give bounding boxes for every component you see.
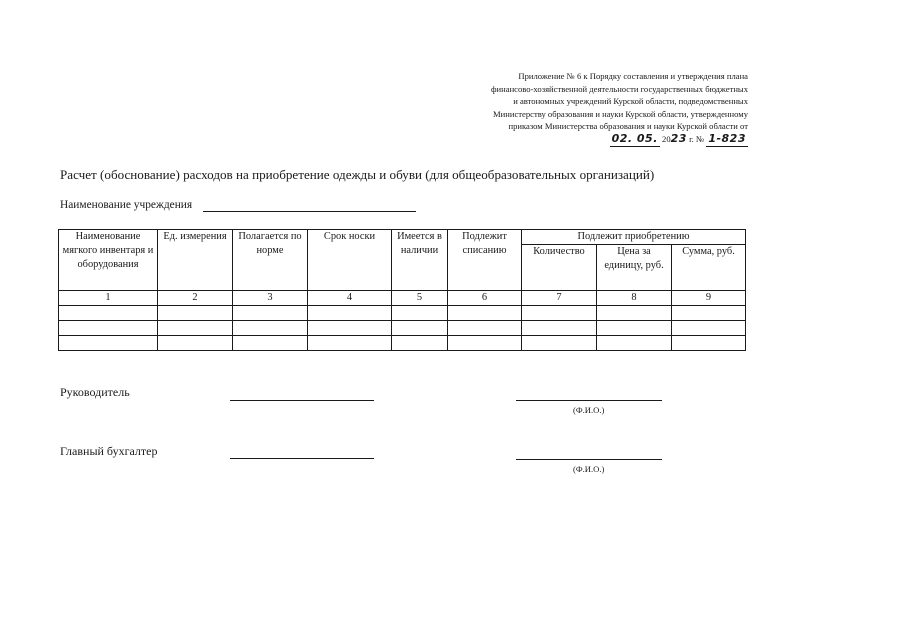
table-cell[interactable] xyxy=(597,306,672,321)
table-cell[interactable] xyxy=(233,306,308,321)
table-cell[interactable] xyxy=(59,321,158,336)
table-cell[interactable] xyxy=(59,336,158,351)
table-row xyxy=(59,336,746,351)
appendix-line-1: Приложение № 6 к Порядку составления и утверждения плана xyxy=(518,71,748,81)
appendix-line-4: Министерству образования и науки Курской области, утвержденному xyxy=(493,108,748,119)
table-cell[interactable] xyxy=(308,336,392,351)
column-number-5: 5 xyxy=(392,291,448,306)
table-cell[interactable] xyxy=(448,321,522,336)
table-cell[interactable] xyxy=(308,321,392,336)
column-number-9: 9 xyxy=(672,291,746,306)
handwritten-order-number: 1-823 xyxy=(708,131,746,145)
director-signature-field[interactable] xyxy=(230,400,374,401)
header-to-purchase-group: Подлежит приобретению xyxy=(522,230,746,245)
table-cell[interactable] xyxy=(672,306,746,321)
appendix-reference xyxy=(430,70,748,147)
director-label: Руководитель xyxy=(60,385,130,399)
column-number-7: 7 xyxy=(522,291,597,306)
table-cell[interactable] xyxy=(522,321,597,336)
accountant-fio-field[interactable] xyxy=(516,459,662,460)
table-cell[interactable] xyxy=(522,336,597,351)
table-cell[interactable] xyxy=(158,306,233,321)
appendix-line-3: и автономных учреждений Курской области, подведомственных xyxy=(513,96,748,107)
column-number-4: 4 xyxy=(308,291,392,306)
institution-label: Наименование учреждения xyxy=(60,199,193,211)
table-cell[interactable] xyxy=(672,336,746,351)
table-cell[interactable] xyxy=(672,321,746,336)
table-cell[interactable] xyxy=(59,306,158,321)
table-cell[interactable] xyxy=(448,336,522,351)
table-cell[interactable] xyxy=(158,321,233,336)
accountant-label: Главный бухгалтер xyxy=(60,444,158,458)
column-number-6: 6 xyxy=(448,291,522,306)
header-unit: Ед. измерения xyxy=(158,230,233,291)
calculation-table xyxy=(58,229,746,351)
header-norm: Полагается по норме xyxy=(233,230,308,291)
table-cell[interactable] xyxy=(522,306,597,321)
table-row xyxy=(59,306,746,321)
table-row xyxy=(59,321,746,336)
column-number-1: 1 xyxy=(59,291,158,306)
director-fio-field[interactable] xyxy=(516,400,662,401)
appendix-line-2: финансово-хозяйственной деятельности государственных бюджетных xyxy=(490,83,748,94)
table-cell[interactable] xyxy=(233,336,308,351)
accountant-fio-hint: (Ф.И.О.) xyxy=(573,464,605,474)
table-cell[interactable] xyxy=(308,306,392,321)
institution-name-field[interactable] xyxy=(203,211,416,212)
table-cell[interactable] xyxy=(392,336,448,351)
accountant-signature-field[interactable] xyxy=(230,458,374,459)
column-numbers-row xyxy=(59,291,746,306)
table-cell[interactable] xyxy=(158,336,233,351)
table-cell[interactable] xyxy=(392,321,448,336)
header-sum: Сумма, руб. xyxy=(672,245,746,291)
column-number-3: 3 xyxy=(233,291,308,306)
column-number-2: 2 xyxy=(158,291,233,306)
table-cell[interactable] xyxy=(448,306,522,321)
handwritten-year: 23 xyxy=(670,131,687,145)
header-write-off: Подлежит списанию xyxy=(448,230,522,291)
table-cell[interactable] xyxy=(597,336,672,351)
header-available: Имеется в наличии xyxy=(392,230,448,291)
year-suffix: г. № xyxy=(686,133,705,144)
document-title: Расчет (обоснование) расходов на приобретение одежды и обуви (для общеобразовательных организаций) xyxy=(60,167,655,182)
appendix-date-line xyxy=(430,133,748,147)
header-unit-price: Цена за единицу, руб. xyxy=(597,245,672,291)
table-cell[interactable] xyxy=(392,306,448,321)
header-wear-period: Срок носки xyxy=(308,230,392,291)
year-prefix: 20 xyxy=(662,133,671,144)
director-fio-hint: (Ф.И.О.) xyxy=(573,405,605,415)
header-quantity: Количество xyxy=(522,245,597,291)
table-header-row xyxy=(59,230,746,245)
table-cell[interactable] xyxy=(233,321,308,336)
column-number-8: 8 xyxy=(597,291,672,306)
header-item-name: Наименование мягкого инвентаря и оборудования xyxy=(59,230,158,291)
handwritten-date: 02. 05. xyxy=(611,131,658,145)
table-cell[interactable] xyxy=(597,321,672,336)
appendix-line-5: приказом Министерства образования и науки Курской области от xyxy=(508,121,748,132)
